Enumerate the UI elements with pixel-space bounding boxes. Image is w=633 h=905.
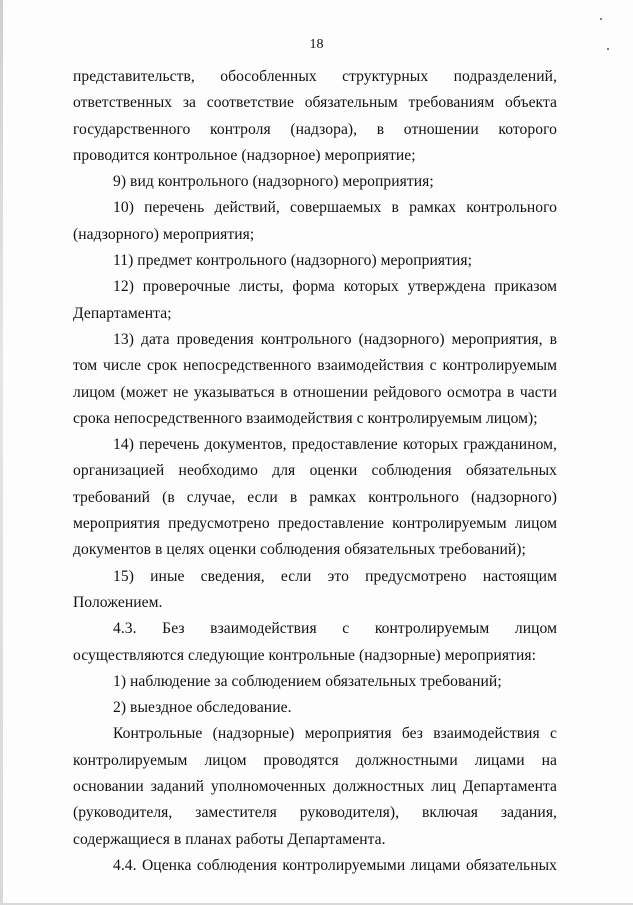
list-item-12: 12) проверочные листы, форма которых утверждена приказом Департамента; [73,278,557,322]
list-item-10: 10) перечень действий, совершаемых в рамках контрольного (надзорного) мероприятия; [73,199,557,243]
scan-speck [600,18,602,20]
list-item-15: 15) иные сведения, если это предусмотрено настоящим Положением. [73,567,557,611]
list-item-14: 14) перечень документов, предоставление которых гражданином, организацией необходимо для оценки соблюдения обязательных требований (в случае, если в рамках контрольного (надзорного) мероприятия предусмотрено предоставление контролируемым лицом документов в целях оценки соблюдения обязательных требований); [73,436,557,559]
section-4-3-item-2: 2) выездное обследование. [113,699,292,717]
list-item-13: 13) дата проведения контрольного (надзорного) мероприятия, в том числе срок непосредственного взаимодействия с контролируемым лицом (может не указываться в отношении рейдового осмотра в части срока непосредственного взаимодействия с контролируемым лицом); [73,330,557,427]
page-number: 18 [309,37,324,52]
document-body [73,64,557,879]
section-4-3: 4.3. Без взаимодействия с контролируемым лицом осуществляются следующие контрольные (надзорные) мероприятия: [73,620,557,664]
section-4-4: 4.4. Оценка соблюдения контролируемыми лицами обязательных [113,856,557,874]
paragraph-continuation: представительств, обособленных структурных подразделений, ответственных за соответствие обязательным требованиям объекта государственного контроля (надзора), в отношении которого проводится контрольное (надзорное) мероприятие; [73,68,557,164]
list-item-11: 11) предмет контрольного (надзорного) мероприятия; [113,252,472,270]
section-4-3-item-1: 1) наблюдение за соблюдением обязательных требований; [113,672,502,690]
list-item-9: 9) вид контрольного (надзорного) мероприятия; [113,173,434,191]
paragraph-control-measures: Контрольные (надзорные) мероприятия без взаимодействия с контролируемым лицом проводятся должностными лицами на основании заданий уполномоченных должностных лиц Департамента (руководителя, заместителя руководителя), включая задания, содержащиеся в планах работы Департамента. [73,725,557,848]
scan-left-edge [0,0,3,905]
